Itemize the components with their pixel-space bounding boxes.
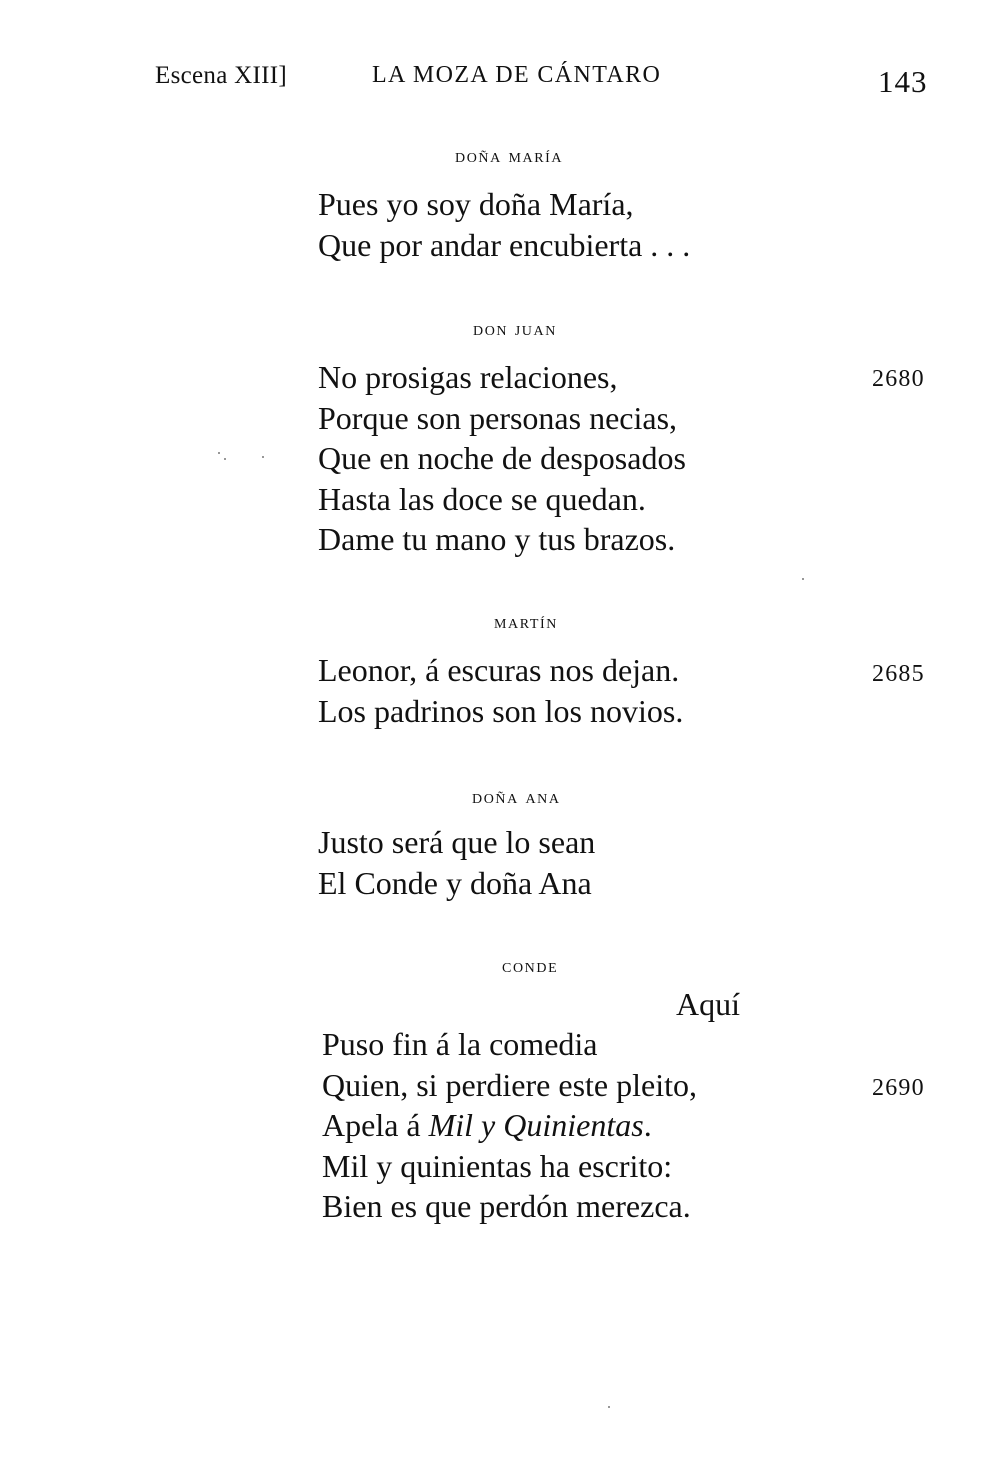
running-head <box>0 62 1000 102</box>
play-title: LA MOZA DE CÁNTARO <box>372 62 662 88</box>
verse-line-number: 2680 <box>872 366 925 392</box>
verse-line <box>322 1105 697 1146</box>
verse-block <box>318 357 686 560</box>
scan-speck <box>262 456 264 458</box>
verse-line: El Conde y doña Ana <box>318 864 592 901</box>
verse-line-prefix: Apela á <box>322 1107 429 1143</box>
verse-line-suffix: . <box>643 1107 652 1143</box>
verse-line: Justo será que lo sean <box>318 824 596 860</box>
verse-line: Quien, si perdiere este pleito, <box>322 1066 697 1103</box>
speaker-name: doña ana <box>472 786 561 808</box>
verse-line-number: 2685 <box>872 661 925 687</box>
verse-block <box>318 822 595 903</box>
verse-line: Bien es que perdón merezca. <box>322 1188 691 1224</box>
verse-line: Hasta las doce se quedan. <box>318 480 646 517</box>
scan-speck <box>802 578 804 580</box>
scan-speck <box>608 1406 610 1408</box>
verse-block <box>318 650 683 731</box>
scan-speck <box>224 458 226 460</box>
verse-line: Puso fin á la comedia <box>322 1026 598 1062</box>
verse-line: Pues yo soy doña María, <box>318 186 634 222</box>
verse-line: Que en noche de desposados <box>318 440 686 476</box>
speaker-name: doña maría <box>455 145 564 167</box>
page-number: 143 <box>878 64 928 99</box>
verse-line: Porque son personas necias, <box>318 399 678 436</box>
scene-label: Escena XIII] <box>155 62 287 89</box>
speaker-name: conde <box>502 955 559 977</box>
verse-line: No prosigas relaciones, <box>318 359 618 395</box>
italic-title: Mil y Quinientas <box>428 1107 644 1143</box>
verse-line: Que por andar encubierta . . . <box>318 226 691 263</box>
scan-speck <box>218 452 220 454</box>
verse-line: Mil y quinientas ha escrito: <box>322 1147 673 1184</box>
verse-line: Aquí <box>676 986 740 1022</box>
verse-line: Dame tu mano y tus brazos. <box>318 521 676 557</box>
verse-line: Leonor, á escuras nos dejan. <box>318 652 680 688</box>
verse-line: Los padrinos son los novios. <box>318 692 684 729</box>
speaker-name: martín <box>494 611 558 633</box>
half-line <box>676 984 740 1025</box>
verse-block <box>318 184 690 265</box>
verse-line-number: 2690 <box>872 1075 925 1101</box>
verse-block <box>322 1024 697 1227</box>
speaker-name: don juan <box>473 318 557 340</box>
